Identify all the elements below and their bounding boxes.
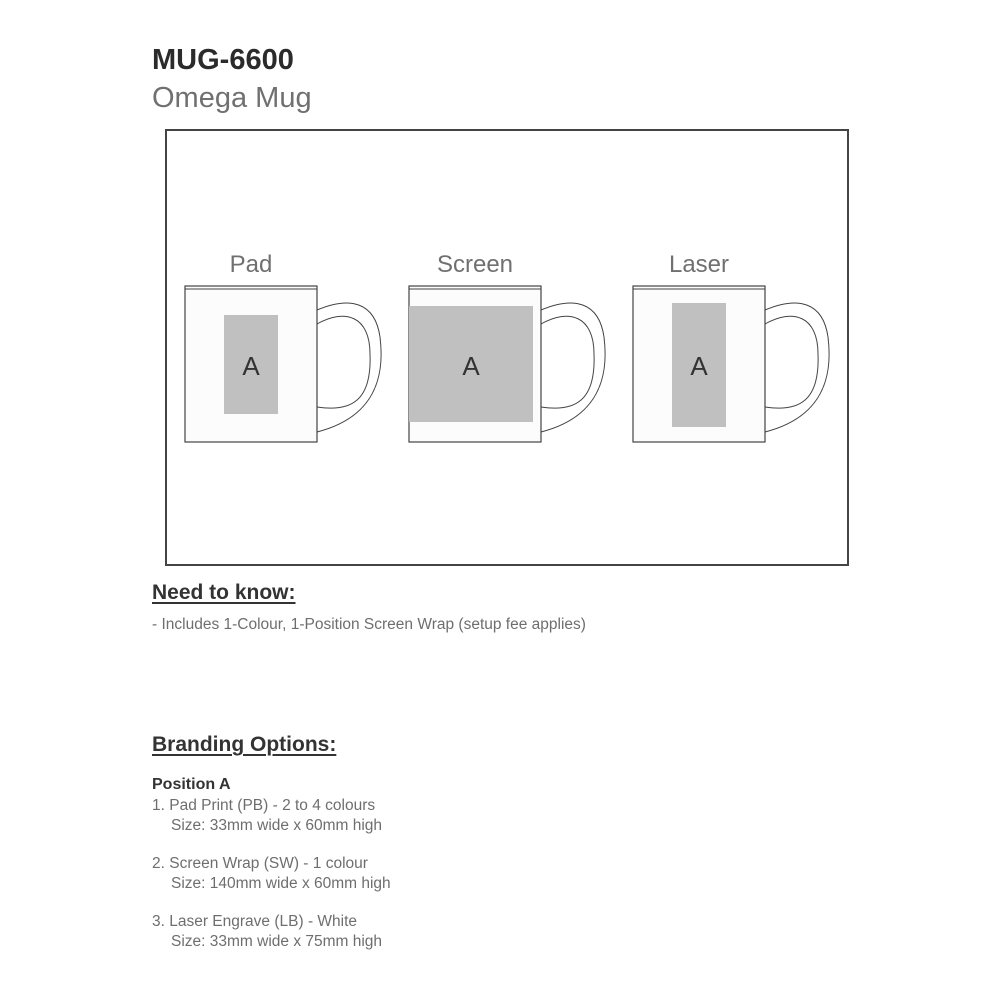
- mug-screen-icon: [404, 282, 614, 447]
- option-size: Size: 140mm wide x 60mm high: [171, 874, 391, 892]
- position-a-label: A: [242, 351, 260, 381]
- mug-label-pad: Pad: [229, 251, 273, 278]
- option-name: 2. Screen Wrap (SW) - 1 colour: [152, 855, 368, 872]
- branding-option-screen: [152, 854, 391, 893]
- position-a-label: A: [462, 351, 480, 381]
- mug-pad-icon: [180, 282, 390, 447]
- branding-option-laser: [152, 912, 382, 951]
- option-name: 1. Pad Print (PB) - 2 to 4 colours: [152, 797, 376, 814]
- mug-label-screen: Screen: [436, 251, 514, 278]
- branding-option-pad: [152, 796, 382, 835]
- need-to-know-item: - Includes 1-Colour, 1-Position Screen Wrap (setup fee applies): [152, 616, 586, 633]
- need-to-know-heading: Need to know:: [152, 581, 296, 604]
- mug-laser-icon: [628, 282, 838, 447]
- position-a-heading: Position A: [152, 776, 231, 793]
- product-code: MUG-6600: [152, 44, 294, 76]
- branding-options-heading: Branding Options:: [152, 733, 337, 756]
- option-size: Size: 33mm wide x 60mm high: [171, 816, 383, 834]
- product-name: Omega Mug: [152, 82, 312, 114]
- position-a-label: A: [690, 351, 708, 381]
- option-name: 3. Laser Engrave (LB) - White: [152, 913, 358, 930]
- mug-label-laser: Laser: [668, 251, 730, 278]
- option-size: Size: 33mm wide x 75mm high: [171, 932, 383, 950]
